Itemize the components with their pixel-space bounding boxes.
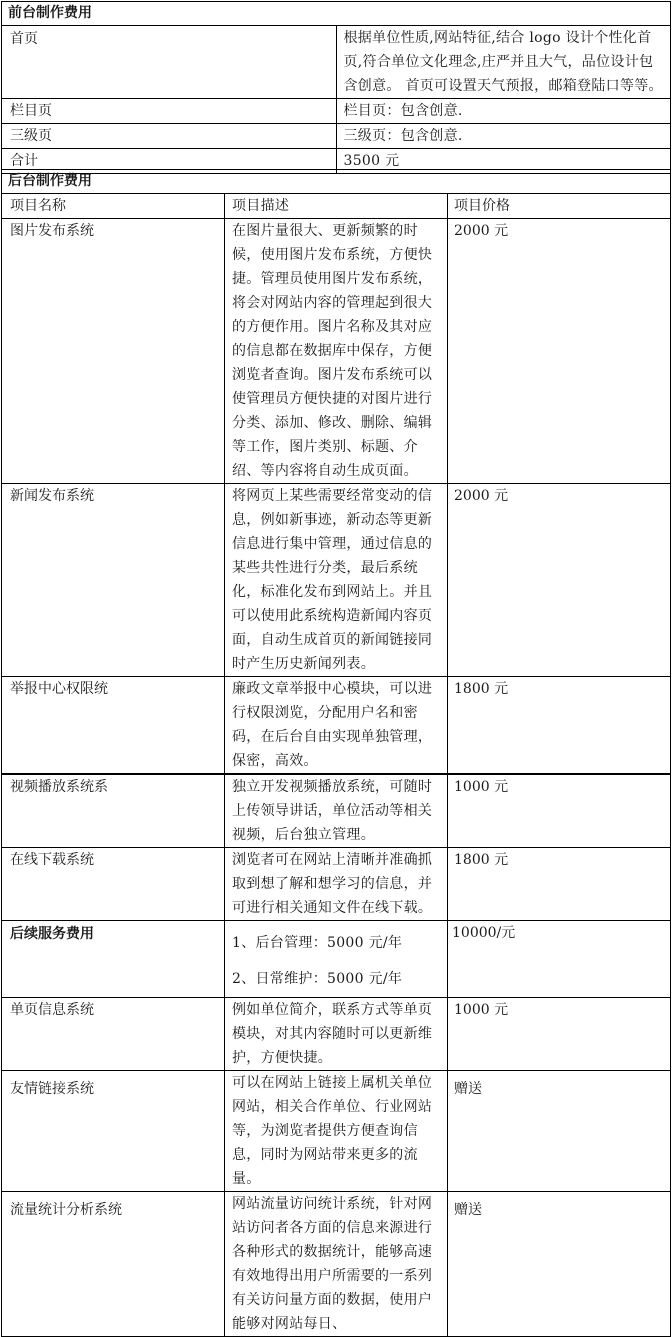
row-desc: 网站流量访问统计系统，针对网站访问者各方面的信息来源进行各种形式的数据统计，能够高速有效地得出用户所需要的一系列有关访问量方面的数据，使用户能够对网站每日、 — [225, 1192, 448, 1337]
row-desc: 独立开发视频播放系统，可随时上传领导讲话，单位活动等相关视频，后台独立管理。 — [225, 774, 448, 848]
front-section-title: 前台制作费用 — [2, 2, 671, 26]
row-name: 视频播放系统系 — [2, 774, 225, 848]
header-price: 项目价格 — [448, 194, 671, 219]
header-desc: 项目描述 — [225, 194, 448, 219]
table-row — [2, 484, 671, 677]
table-row — [2, 124, 671, 149]
table-row — [2, 677, 671, 775]
total-label: 合计 — [2, 149, 337, 174]
table-row — [2, 1071, 671, 1192]
column-header-row — [2, 194, 671, 219]
row-desc: 廉政文章举报中心模块，可以进行权限浏览，分配用户名和密码，在后台自由实现单独管理，保密，高效。 — [225, 677, 448, 775]
service-price: 10000/元 — [448, 921, 671, 998]
service-row — [2, 921, 671, 998]
table-row — [2, 998, 671, 1071]
row-name: 在线下载系统 — [2, 848, 225, 921]
row-name: 流量统计分析系统 — [2, 1192, 225, 1337]
row-desc: 可以在网站上链接上属机关单位网站，相关合作单位、行业网站等，为浏览者提供方便查询信息，同时为网站带来更多的流量。 — [225, 1071, 448, 1192]
section-header-row — [2, 170, 671, 194]
service-item: 2、日常维护：5000 元/年 — [232, 971, 403, 987]
row-name: 单页信息系统 — [2, 998, 225, 1071]
row-name: 举报中心权限统 — [2, 677, 225, 775]
row-name: 栏目页 — [2, 99, 337, 124]
service-item: 1、后台管理：5000 元/年 — [232, 935, 403, 951]
row-name: 图片发布系统 — [2, 219, 225, 484]
row-price: 1000 元 — [448, 998, 671, 1071]
row-price: 赠送 — [448, 1071, 671, 1192]
table-row — [2, 219, 671, 484]
table-row — [2, 774, 671, 848]
row-name: 首页 — [2, 26, 337, 99]
front-cost-table — [1, 1, 671, 174]
row-desc: 三级页：包含创意. — [336, 124, 671, 149]
table-row — [2, 848, 671, 921]
header-name: 项目名称 — [2, 194, 225, 219]
row-name: 友情链接系统 — [2, 1071, 225, 1192]
row-desc: 浏览者可在网站上清晰并准确抓取到想了解和想学习的信息，并可进行相关通知文件在线下载。 — [225, 848, 448, 921]
row-price: 1000 元 — [448, 774, 671, 848]
back-section-title: 后台制作费用 — [2, 170, 671, 194]
row-price: 1800 元 — [448, 677, 671, 775]
back-cost-table — [1, 169, 671, 1337]
row-desc: 栏目页：包含创意. — [336, 99, 671, 124]
row-price: 1800 元 — [448, 848, 671, 921]
table-row — [2, 99, 671, 124]
service-items — [225, 921, 448, 998]
total-value: 3500 元 — [336, 149, 671, 174]
row-price: 2000 元 — [448, 484, 671, 677]
row-desc: 例如单位简介，联系方式等单页模块，对其内容随时可以更新维护，方便快捷。 — [225, 998, 448, 1071]
service-section-title: 后续服务费用 — [2, 921, 225, 998]
row-desc: 在图片量很大、更新频繁的时候，使用图片发布系统，方便快捷。管理员使用图片发布系统，将会对网站内容的管理起到很大的方便作用。图片名称及其对应的信息都在数据库中保存，方便浏览者查询。图片发布系统可以使管理员方便快捷的对图片进行分类、添加、修改、删除、编辑等工作，图片类别、标题、介绍、等内容将自动生成页面。 — [225, 219, 448, 484]
table-row — [2, 1192, 671, 1337]
row-price: 赠送 — [448, 1192, 671, 1337]
row-name: 三级页 — [2, 124, 337, 149]
row-desc: 根据单位性质,网站特征,结合 logo 设计个性化首页,符合单位文化理念,庄严并且大气，品位设计包含创意。 首页可设置天气预报，邮箱登陆口等等。 — [336, 26, 671, 99]
row-desc: 将网页上某些需要经常变动的信息，例如新事迹，新动态等更新信息进行集中管理，通过信息的某些共性进行分类，最后系统化，标准化发布到网站上。并且可以使用此系统构造新闻内容页面，自动生成首页的新闻链接同时产生历史新闻列表。 — [225, 484, 448, 677]
row-name: 新闻发布系统 — [2, 484, 225, 677]
row-price: 2000 元 — [448, 219, 671, 484]
table-row — [2, 26, 671, 99]
section-header-row — [2, 2, 671, 26]
